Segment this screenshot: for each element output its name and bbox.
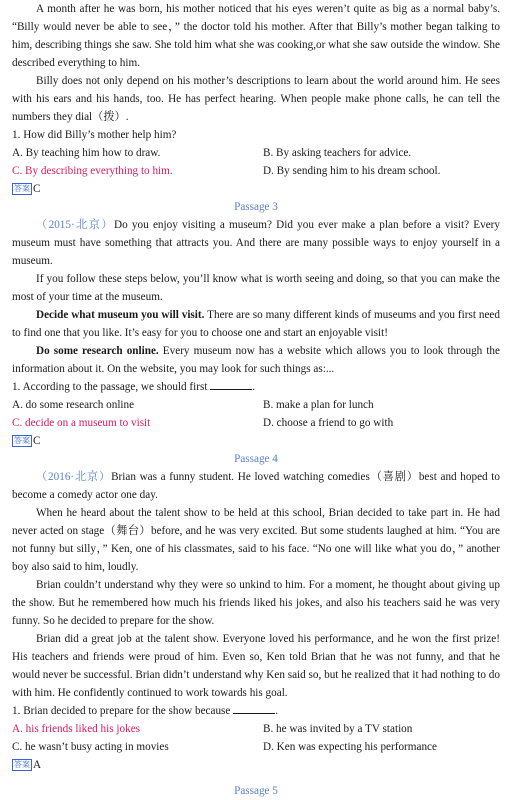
passage-3-options-row-2 [12, 414, 500, 432]
option-b: B. make a plan for lunch [263, 399, 374, 411]
passage-3-paragraph-4-text: Every museum now has a website which allows you to look through the information about it. On the website, you may look for such things as:... [12, 345, 500, 375]
passage-3-paragraph-4 [12, 342, 500, 378]
answer-badge: 答案 [14, 436, 30, 445]
passage-4-paragraph-4: Brian did a great job at the talent show. Everyone loved his performance, and he won the first prize! His teachers and friends were proud of him. Even so, Ken told Brian that he was not funny, and that he would never be successful. Brian didn’t understand why Ken said so, but he realized that it had nothing to do with him. He confidently continued to work towards his goal. [12, 633, 500, 699]
option-b: B. he was invited by a TV station [263, 723, 413, 735]
passage-4-source: （2016·北京） [36, 471, 112, 483]
passage-3-paragraph-1-text: Do you enjoy visiting a museum? Did you ever make a plan before a visit? Every museum must have something that attracts you. And there are many possible ways to enjoy yourself in a museum. [12, 219, 500, 267]
intro-options-row-2 [12, 162, 500, 180]
passage-3-heading-1: Decide what museum you will visit. [36, 309, 205, 321]
intro-options-row-1 [12, 144, 500, 162]
passage-3-answer [12, 432, 500, 450]
passage-3-paragraph-3-text: There are so many different kinds of museums and you first need to find one that you like. It’s easy for you to choose one and start an enjoyable visit! [12, 309, 500, 339]
option-c-correct: C. By describing everything to him. [12, 165, 173, 177]
intro-answer [12, 180, 500, 198]
passage-4-options-row-2 [12, 738, 500, 756]
passage-3-heading-2: Do some research online. [36, 345, 159, 357]
passage-3-question: 1. According to the passage, we should first . [12, 378, 500, 396]
option-b: B. By asking teachers for advice. [263, 147, 412, 159]
passage-3-title: Passage 3 [234, 201, 278, 213]
passage-4-question: 1. Brian decided to prepare for the show because . [12, 702, 500, 720]
intro-paragraph-2: Billy does not only depend on his mother’s descriptions to learn about the world around him. He sees with his ears and his hands, too. He has perfect hearing. When people make phone calls, he can tell the numbers they dial（拨）. [12, 75, 500, 123]
passage-3-paragraph-3 [12, 306, 500, 342]
option-d: D. Ken was expecting his performance [263, 741, 437, 753]
option-a-correct: A. his friends liked his jokes [12, 723, 141, 735]
answer-badge: 答案 [14, 184, 30, 193]
answer-blank [210, 378, 252, 390]
passage-3-question-text: 1. According to the passage, we should first [12, 381, 208, 393]
option-d: D. By sending him to his dream school. [263, 165, 441, 177]
answer-badge: 答案 [14, 760, 30, 769]
passage-4-paragraph-3: Brian couldn’t understand why they were so unkind to him. For a moment, he thought about giving up the show. But he remembered how much his friends liked his jokes, and also his teachers said he was very funny. So he decided to prepare for the show. [12, 579, 500, 627]
answer-blank [233, 702, 275, 714]
passage-3-source: （2015·北京） [36, 219, 115, 231]
passage-4-paragraph-1 [12, 468, 500, 504]
passage-4-question-text: 1. Brian decided to prepare for the show because [12, 705, 231, 717]
passage-4-options-row-1 [12, 720, 500, 738]
answer-value: C [33, 183, 41, 195]
option-a: A. do some research online [12, 399, 135, 411]
answer-value: A [33, 759, 42, 771]
option-d: D. choose a friend to go with [263, 417, 394, 429]
passage-3-paragraph-1 [12, 216, 500, 270]
passage-3-options-row-1 [12, 396, 500, 414]
passage-4-title: Passage 4 [234, 453, 278, 465]
intro-paragraph-1: A month after he was born, his mother noticed that his eyes weren’t quite as big as a normal baby’s. “Billy would never be able to see，” the doctor told his mother. After that Billy’s mother began talking to him, describing things she saw. She told him what she was cooking,or what she saw outside the window. She described everything to him. [12, 3, 500, 69]
passage-3-paragraph-2: If you follow these steps below, you’ll know what is worth seeing and doing, so that you can make the most of your time at the museum. [12, 273, 500, 303]
answer-value: C [33, 435, 41, 447]
option-a: A. By teaching him how to draw. [12, 147, 161, 159]
passage-4-answer [12, 756, 500, 774]
intro-question: 1. How did Billy’s mother help him? [12, 129, 177, 141]
document-page [12, 0, 500, 800]
option-c-correct: C. decide on a museum to visit [12, 417, 151, 429]
option-c: C. he wasn’t busy acting in movies [12, 741, 169, 753]
passage-4-paragraph-1-text: Brian was a funny student. He loved watching comedies（喜剧）best and hoped to become a comedy actor one day. [12, 471, 500, 501]
passage-5-title: Passage 5 [234, 785, 278, 797]
passage-4-paragraph-2: When he heard about the talent show to be held at this school, Brian decided to take part in. He had never acted on stage（舞台）before, and he was very excited. But some students laughed at him. “You are not funny but silly，” Ken, one of his classmates, said to his face. “No one will like what you do，” another boy also said to him, loudly. [12, 507, 500, 573]
